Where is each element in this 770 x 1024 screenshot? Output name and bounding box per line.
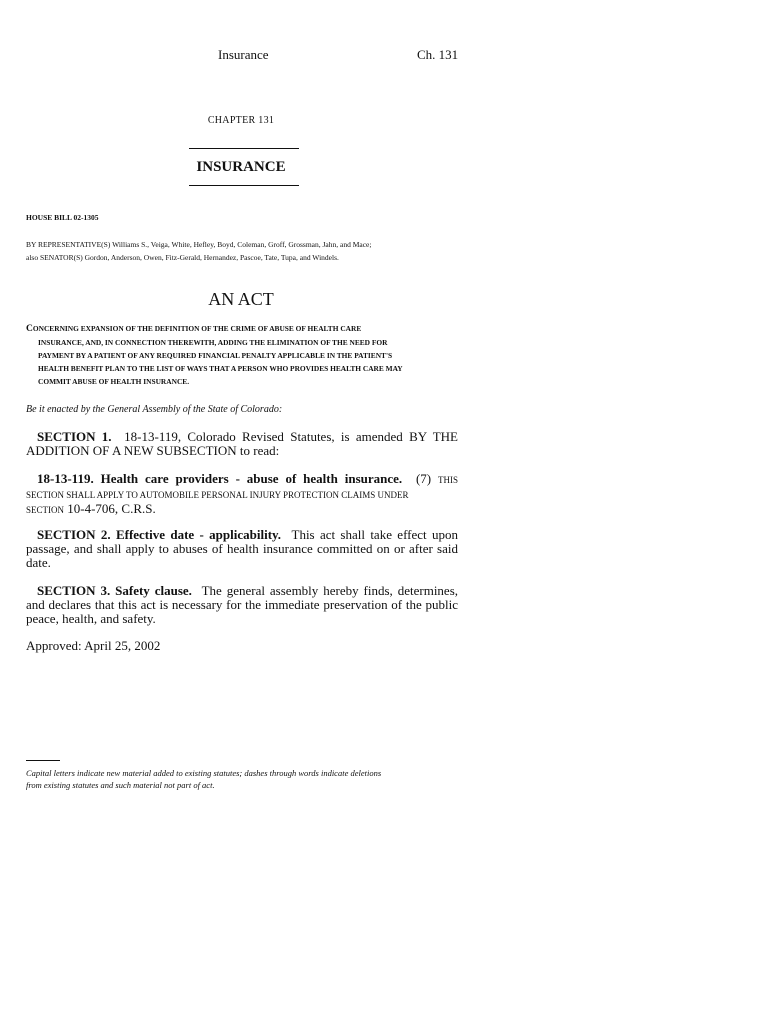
section-1: [26, 430, 458, 458]
chapter-label: CHAPTER 131: [207, 115, 275, 126]
statute-text-citation: 10-4-706, C.R.S.: [67, 501, 156, 516]
concerning-line-1: CONCERNING EXPANSION OF THE DEFINITION OF THE CRIME OF ABUSE OF HEALTH CARE: [26, 324, 362, 334]
running-header-chapter: Ch. 131: [417, 47, 459, 62]
section-3: [26, 584, 458, 626]
approval-date: Approved: April 25, 2002: [26, 638, 161, 653]
title-rule-top: [189, 148, 299, 149]
section-2-text: This act shall take effect upon passage, and shall apply to abuses of health insurance committed on or after said date.: [26, 527, 458, 570]
concerning-line-2: INSURANCE, AND, IN CONNECTION THEREWITH, ADDING THE ELIMINATION OF THE NEED FOR: [38, 338, 388, 347]
section-3-text: The general assembly hereby finds, determines, and declares that this act is necessary for the immediate preservation of the public peace, health, and safety.: [26, 583, 459, 626]
sponsors-representatives: BY REPRESENTATIVE(S) Williams S., Veiga, White, Hefley, Boyd, Coleman, Groff, Grossman, Jahn, and Mace;: [26, 240, 372, 249]
title-rule-bottom: [189, 185, 299, 186]
statute-amendment: [26, 472, 458, 517]
enacting-clause: Be it enacted by the General Assembly of the State of Colorado:: [26, 404, 283, 415]
footnote: [26, 767, 466, 791]
section-1-heading: SECTION 1.: [37, 429, 112, 444]
footnote-line-2: from existing statutes and such material not part of act.: [26, 780, 215, 790]
statute-text-line-1: THIS SECTION SHALL APPLY TO AUTOMOBILE PERSONAL INJURY PROTECTION CLAIMS UNDER: [26, 475, 458, 500]
concerning-line-4: HEALTH BENEFIT PLAN TO THE LIST OF WAYS THAT A PERSON WHO PROVIDES HEALTH CARE MAY: [38, 364, 403, 373]
section-2-heading: SECTION 2. Effective date - applicability.: [37, 527, 282, 542]
running-header-title: Insurance: [218, 47, 269, 62]
section-3-heading: SECTION 3. Safety clause.: [37, 583, 192, 598]
concerning-line-5: COMMIT ABUSE OF HEALTH INSURANCE.: [38, 377, 190, 386]
sponsors: [26, 238, 466, 264]
section-1-text: 18-13-119, Colorado Revised Statutes, is amended BY THE ADDITION OF A NEW SUBSECTION to read:: [26, 429, 458, 458]
sponsors-senators: also SENATOR(S) Gordon, Anderson, Owen, Fitz-Gerald, Hernandez, Pascoe, Tate, Tupa, and Windels.: [26, 253, 339, 262]
drop-cap: C: [26, 324, 33, 334]
section-2: [26, 528, 458, 570]
footnote-rule: [26, 760, 60, 761]
statute-subsection: (7): [415, 471, 432, 486]
bill-number: HOUSE BILL 02-1305: [26, 213, 99, 222]
concerning-line-3: PAYMENT BY A PATIENT OF ANY REQUIRED FINANCIAL PENALTY APPLICABLE IN THE PATIENT'S: [38, 351, 393, 360]
statute-heading: 18-13-119. Health care providers - abuse of health insurance.: [37, 471, 403, 486]
act-title-concerning: [26, 322, 458, 388]
act-heading: AN ACT: [208, 289, 274, 309]
footnote-line-1: Capital letters indicate new material added to existing statutes; dashes through words indicate deletions: [26, 768, 382, 778]
chapter-title: INSURANCE: [196, 159, 286, 175]
statute-text-section: SECTION: [26, 505, 64, 515]
